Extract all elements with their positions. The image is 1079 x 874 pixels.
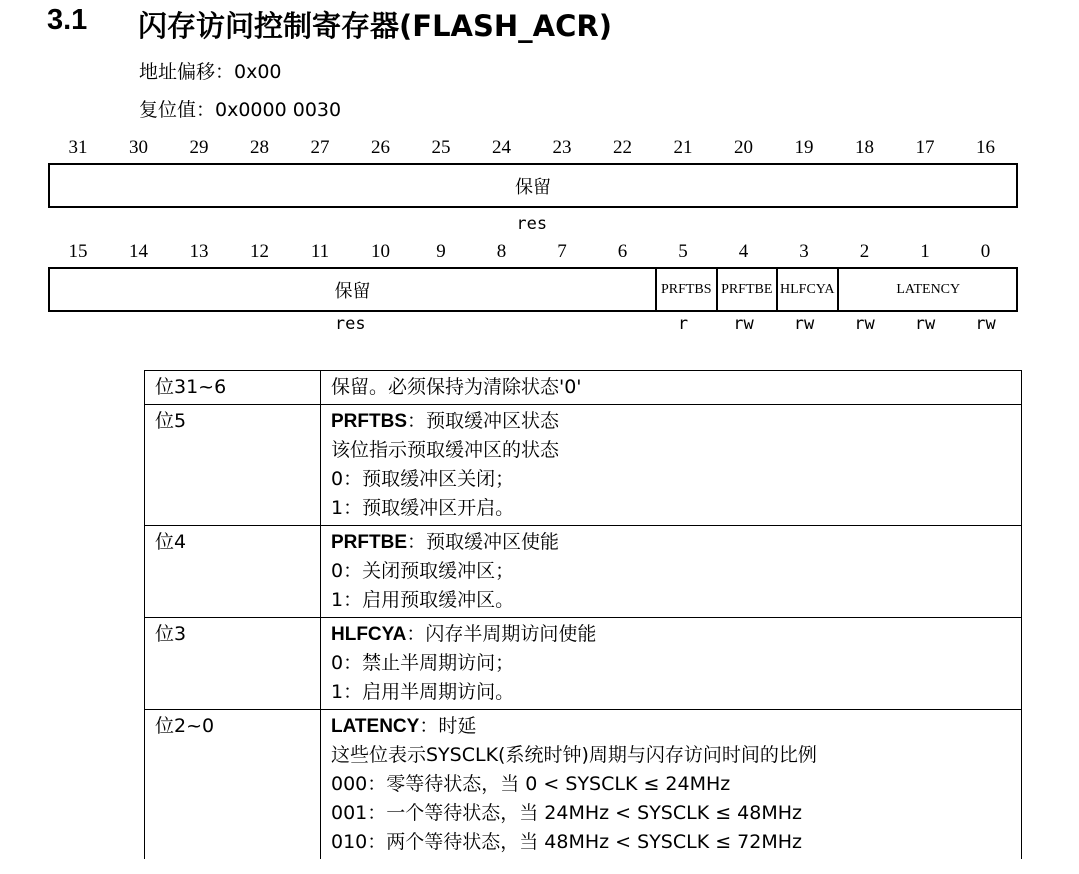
description-line: [331, 586, 1011, 615]
upper-bit-number: 21: [673, 137, 693, 158]
description-line: [331, 494, 1011, 523]
upper-bit-number: 22: [613, 137, 632, 158]
section-title: 闪存访问控制寄存器(FLASH_ACR): [138, 9, 612, 43]
description-line: [331, 436, 1011, 465]
description-text: 001：一个等待状态，当 24MHz < SYSCLK ≤ 48MHz: [331, 802, 803, 824]
lower-access-type: r: [677, 314, 689, 334]
description-row: [145, 526, 1022, 618]
description-text: 0：禁止半周期访问；: [331, 652, 515, 674]
upper-bit-number: 23: [552, 137, 572, 158]
description-text: 0：关闭预取缓冲区；: [331, 560, 515, 582]
lower-bit-number: 0: [980, 241, 991, 262]
reserved-field-upper: 保留: [515, 176, 551, 198]
upper-bit-number: 26: [371, 137, 390, 158]
upper-bit-number: 19: [794, 137, 814, 158]
hlfcya-field: HLFCYA: [776, 269, 837, 310]
lower-bit-number: 2: [859, 241, 870, 262]
description-line: [331, 649, 1011, 678]
bit-description-table: [144, 370, 1022, 859]
description-text: ：闪存半周期访问使能: [406, 623, 597, 645]
upper-bit-number: 20: [734, 137, 753, 158]
upper-bit-number: 31: [68, 137, 88, 158]
description-line: [331, 741, 1011, 770]
description-text: 000：零等待状态，当 0 < SYSCLK ≤ 24MHz: [331, 773, 731, 795]
lower-access-type: rw: [793, 314, 815, 334]
upper-bit-number: 28: [250, 137, 269, 158]
prftbs-field: PRFTBS: [655, 269, 716, 310]
description-text: ：预取缓冲区使能: [407, 531, 560, 553]
description-line: [331, 620, 1011, 649]
upper-register-box: [48, 163, 1018, 208]
upper-bit-number: 17: [915, 137, 935, 158]
lower-bit-number: 11: [310, 241, 330, 262]
bit-range-cell: 位4: [145, 526, 321, 618]
lower-access-type: rw: [854, 314, 875, 334]
description-cell: [321, 371, 1022, 405]
lower-access-type: res: [334, 314, 366, 334]
lower-bit-number: 13: [189, 241, 209, 262]
upper-bit-number: 16: [976, 137, 995, 158]
upper-bit-number: 18: [855, 137, 874, 158]
description-cell: [321, 618, 1022, 710]
description-text: 1：启用半周期访问。: [331, 681, 515, 703]
description-cell: [321, 710, 1022, 860]
lower-bit-number: 9: [436, 241, 446, 262]
lower-bit-number: 10: [371, 241, 390, 262]
field-name: PRFTBS: [331, 411, 407, 432]
lower-bit-number: 3: [799, 241, 809, 262]
description-text: 1：启用预取缓冲区。: [331, 589, 515, 611]
description-line: [331, 799, 1011, 828]
description-line: [331, 407, 1011, 436]
description-line: [331, 557, 1011, 586]
lower-bit-number: 5: [678, 241, 688, 262]
lower-bit-number: 8: [496, 241, 507, 262]
field-name: PRFTBE: [331, 532, 407, 553]
field-name: LATENCY: [331, 716, 420, 737]
upper-bit-number: 27: [310, 137, 330, 158]
lower-access-type: rw: [975, 314, 996, 334]
lower-register-box: [48, 267, 1018, 312]
field-name: HLFCYA: [331, 624, 407, 645]
lower-bit-number: 12: [250, 241, 269, 262]
description-text: 0：预取缓冲区关闭；: [331, 468, 515, 490]
upper-bit-number: 30: [129, 137, 148, 158]
upper-bit-number: 29: [189, 137, 209, 158]
description-text: 010：两个等待状态，当 48MHz < SYSCLK ≤ 72MHz: [331, 831, 803, 853]
latency-field: LATENCY: [837, 269, 1019, 310]
description-row: [145, 710, 1022, 860]
lower-bit-number: 4: [738, 241, 749, 262]
lower-access-type: rw: [914, 314, 936, 334]
reset-value: 复位值：0x0000 0030: [139, 99, 342, 121]
lower-bit-number: 1: [920, 241, 930, 262]
description-cell: [321, 526, 1022, 618]
description-line: [331, 828, 1011, 857]
bit-range-cell: 位5: [145, 405, 321, 526]
description-line: [331, 465, 1011, 494]
description-text: ：预取缓冲区状态: [407, 410, 560, 432]
section-number: 3.1: [47, 4, 88, 36]
bit-range-cell: 位31~6: [145, 371, 321, 405]
address-offset: 地址偏移：0x00: [139, 61, 282, 83]
bit-range-cell: 位2~0: [145, 710, 321, 860]
description-text: 1：预取缓冲区开启。: [331, 497, 515, 519]
description-cell: [321, 405, 1022, 526]
description-text: 保留。必须保持为清除状态'0': [331, 376, 582, 398]
reserved-field-lower: 保留: [334, 280, 371, 302]
description-row: [145, 618, 1022, 710]
lower-bit-number: 14: [129, 241, 148, 262]
description-text: 这些位表示SYSCLK(系统时钟)周期与闪存访问时间的比例: [331, 744, 817, 766]
upper-bit-number: 25: [431, 137, 451, 158]
description-line: [331, 373, 1011, 402]
prftbe-field: PRFTBE: [716, 269, 777, 310]
description-line: [331, 678, 1011, 707]
upper-bit-number: 24: [492, 137, 511, 158]
description-line: [331, 712, 1011, 741]
description-text: ：时延: [419, 715, 477, 737]
lower-bit-number: 7: [557, 241, 567, 262]
description-text: 该位指示预取缓冲区的状态: [331, 439, 560, 461]
description-row: [145, 371, 1022, 405]
bit-range-cell: 位3: [145, 618, 321, 710]
lower-bit-number: 6: [617, 241, 628, 262]
lower-access-type: rw: [733, 314, 754, 334]
description-line: [331, 770, 1011, 799]
upper-access-type: res: [516, 214, 548, 234]
lower-bit-number: 15: [68, 241, 88, 262]
description-line: [331, 528, 1011, 557]
description-row: [145, 405, 1022, 526]
